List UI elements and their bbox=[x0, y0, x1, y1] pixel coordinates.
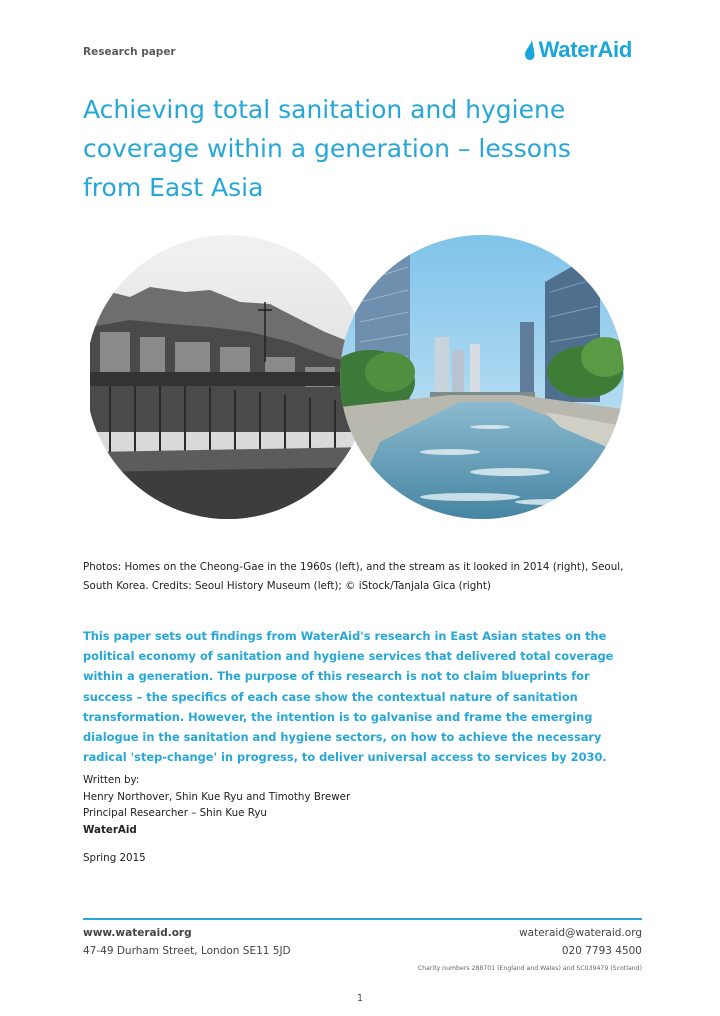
photo-caption: Photos: Homes on the Cheong-Gae in the 1960s (left), and the stream as it looked in 2014 (right), Seoul, South Korea. Credits: Seoul History Museum (left); © iStock/Tanjala Gica (right) bbox=[83, 561, 624, 592]
charity-numbers: Charity numbers 288701 (England and Wales) and SC039479 (Scotland) bbox=[417, 965, 642, 972]
document-type-label: Research paper bbox=[83, 46, 176, 58]
footer-website-link[interactable]: www.wateraid.org bbox=[83, 927, 192, 939]
written-by-label: Written by: bbox=[83, 774, 140, 786]
footer-email-link[interactable]: wateraid@wateraid.org bbox=[519, 927, 642, 939]
summary-paragraph: This paper sets out findings from WaterAid's research in East Asian states on the political economy of sanitation and hygiene services that delivered total coverage within a generation. The purpose of this research is not to claim blueprints for success – the specifics of each case show the contextual nature of sanitation transformation. However, the intention is to galvanise and frame the emerging dialogue in the sanitation and hygiene sectors, on how to achieve the necessary radical 'step-change' in progress, to deliver universal access to services by 2030. bbox=[83, 629, 614, 765]
author-organisation: WaterAid bbox=[83, 823, 137, 836]
principal-researcher: Principal Researcher – Shin Kue Ryu bbox=[83, 807, 267, 819]
hero-photos bbox=[90, 232, 630, 532]
footer-address: 47-49 Durham Street, London SE11 5JD bbox=[83, 945, 291, 957]
wateraid-logo bbox=[523, 36, 632, 64]
historic-homes-photo bbox=[90, 232, 380, 532]
author-names: Henry Northover, Shin Kue Ryu and Timothy Brewer bbox=[83, 790, 351, 803]
footer-divider bbox=[83, 918, 642, 920]
publication-date: Spring 2015 bbox=[83, 852, 146, 864]
footer-phone: 020 7793 4500 bbox=[561, 945, 642, 957]
page-number: 1 bbox=[356, 993, 364, 1004]
logo-text: WaterAid bbox=[538, 37, 632, 62]
water-drop-icon bbox=[523, 39, 537, 61]
document-title: Achieving total sanitation and hygiene coverage within a generation – lessons from East Asia bbox=[83, 95, 571, 202]
authors-block bbox=[83, 772, 350, 838]
restored-stream-photo bbox=[325, 232, 630, 532]
